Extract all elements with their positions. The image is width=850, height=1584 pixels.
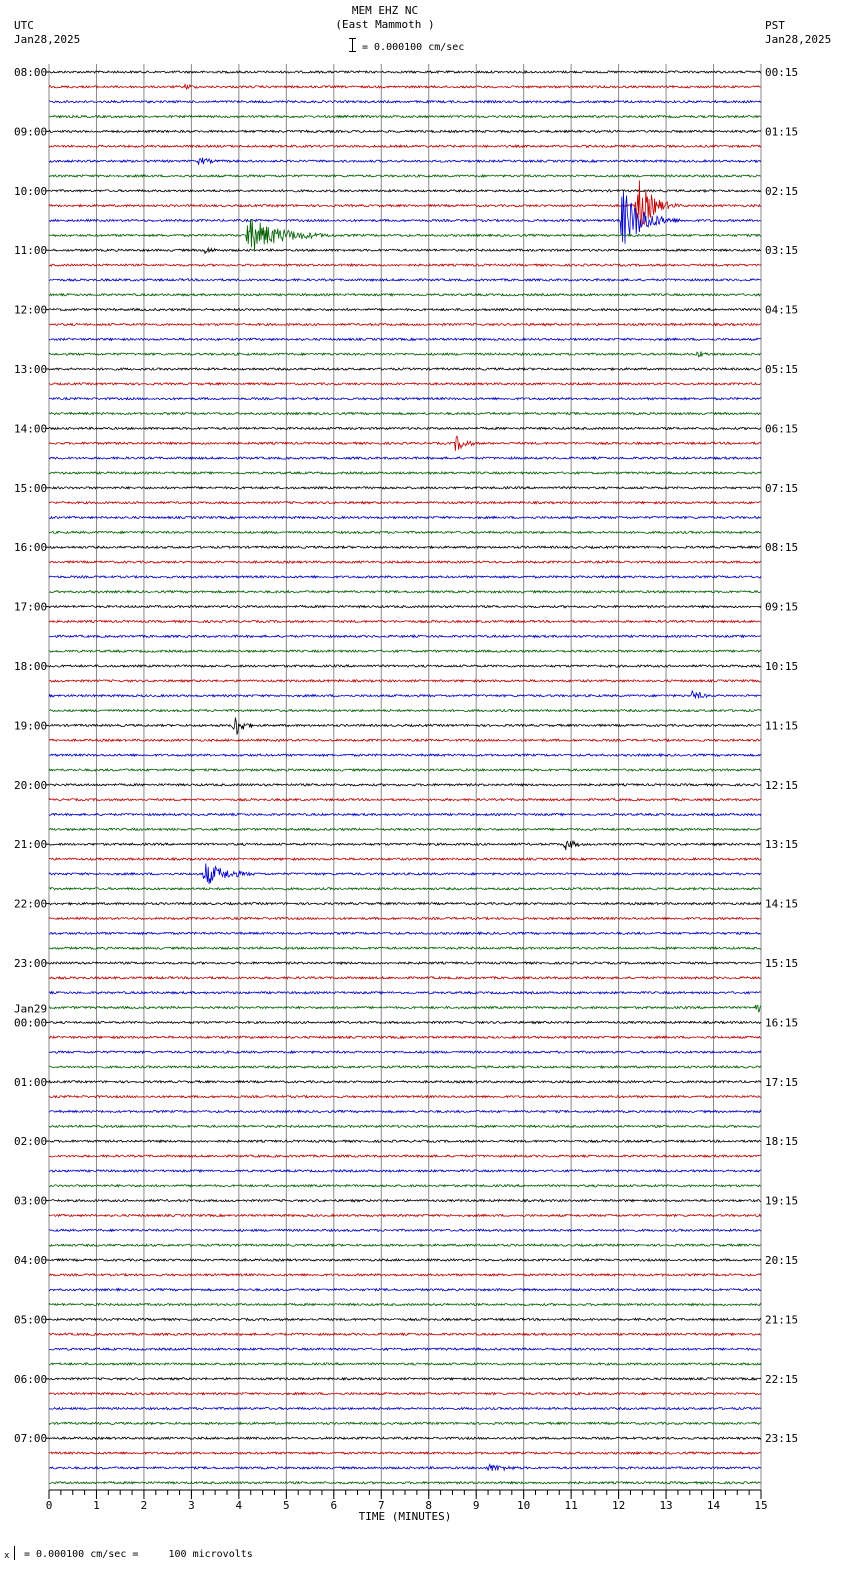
pst-hour-label: 22:15 [765, 1372, 799, 1386]
x-tick-label: 12 [611, 1499, 626, 1512]
pst-hour-label: 07:15 [765, 481, 799, 495]
utc-hour-label: 15:00 [14, 481, 48, 495]
pst-hour-label: 23:15 [765, 1432, 799, 1446]
utc-hour-label: 06:00 [14, 1372, 48, 1386]
seismic-trace-25 [49, 436, 761, 451]
pst-hour-label: 03:15 [765, 244, 799, 258]
pst-hour-label: 13:15 [765, 838, 799, 852]
seismic-trace-2 [49, 101, 761, 103]
seismic-trace-73 [49, 1155, 761, 1157]
x-axis-label: TIME (MINUTES) [358, 1510, 452, 1523]
seismic-trace-4 [49, 130, 761, 132]
x-tick-label: 0 [45, 1499, 53, 1512]
seismic-trace-52 [49, 841, 761, 850]
pst-hour-label: 05:15 [765, 363, 799, 376]
utc-hour-label: 17:00 [14, 600, 48, 614]
seismic-trace-20 [49, 368, 761, 370]
x-tick-label: 2 [140, 1499, 148, 1512]
seismic-trace-17 [49, 323, 761, 325]
seismic-trace-39 [49, 650, 761, 652]
seismic-trace-88 [49, 1378, 761, 1380]
seismic-trace-92 [49, 1437, 761, 1439]
pst-hour-label: 14:15 [765, 897, 799, 911]
seismic-trace-23 [49, 413, 761, 415]
seismic-trace-71 [49, 1125, 761, 1127]
x-tick-label: 11 [564, 1499, 578, 1512]
pst-hour-label: 20:15 [765, 1254, 799, 1267]
footer-scale-icon [14, 1546, 15, 1560]
pst-label: PST [765, 19, 785, 32]
seismic-trace-63 [49, 1005, 761, 1012]
x-tick-label: 15 [754, 1499, 768, 1512]
pst-hour-label: 11:15 [765, 719, 799, 733]
seismic-trace-77 [49, 1214, 761, 1216]
seismic-trace-85 [49, 1333, 761, 1335]
seismic-trace-30 [49, 516, 761, 518]
seismic-trace-82 [49, 1289, 761, 1291]
seismic-trace-86 [49, 1348, 761, 1350]
seismic-trace-16 [49, 309, 761, 311]
utc-hour-label: 03:00 [14, 1194, 48, 1208]
x-tick-label: 6 [330, 1499, 338, 1512]
utc-hour-label: 18:00 [14, 660, 48, 673]
utc-hour-label: 10:00 [14, 184, 48, 198]
utc-hour-label: 02:00 [14, 1135, 48, 1149]
x-tick-label: 14 [706, 1499, 721, 1512]
x-tick-label: 1 [93, 1499, 100, 1512]
pst-hour-label: 09:15 [765, 600, 799, 614]
seismic-trace-21 [49, 383, 761, 385]
seismic-trace-45 [49, 739, 761, 741]
x-tick-label: 10 [517, 1499, 531, 1512]
seismic-trace-58 [49, 932, 761, 934]
seismic-trace-32 [49, 546, 761, 548]
utc-hour-label: 19:00 [14, 719, 48, 733]
seismic-trace-90 [49, 1407, 761, 1409]
pst-hour-label: 10:15 [765, 660, 799, 673]
seismic-trace-15 [49, 294, 761, 296]
utc-hour-label: 12:00 [14, 303, 48, 317]
seismic-trace-26 [49, 457, 761, 459]
seismic-trace-74 [49, 1170, 761, 1172]
pst-hour-label: 06:15 [765, 422, 799, 436]
pst-hour-label: 21:15 [765, 1313, 799, 1327]
seismic-trace-31 [49, 531, 761, 533]
seismic-trace-55 [49, 888, 761, 890]
utc-hour-label: 16:00 [14, 541, 48, 555]
utc-hour-label: 01:00 [14, 1075, 48, 1089]
seismic-trace-44 [49, 718, 761, 735]
seismic-trace-83 [49, 1304, 761, 1306]
pst-hour-label: 18:15 [765, 1135, 799, 1149]
x-tick-label: 13 [659, 1499, 673, 1512]
pst-hour-label: 04:15 [765, 303, 799, 317]
seismic-trace-70 [49, 1110, 761, 1112]
footer-scale-text: = 0.000100 cm/sec = 100 microvolts [24, 1549, 253, 1560]
seismic-trace-69 [49, 1096, 761, 1098]
seismic-trace-37 [49, 620, 761, 622]
x-tick-label: 5 [283, 1499, 290, 1512]
utc-hour-label: 09:00 [14, 125, 48, 139]
seismic-trace-89 [49, 1393, 761, 1395]
utc-date: Jan28,2025 [14, 33, 81, 46]
seismic-trace-72 [49, 1140, 761, 1142]
utc-hour-label: 04:00 [14, 1254, 48, 1267]
utc-hour-label: 05:00 [14, 1313, 48, 1327]
utc-hour-label: 22:00 [14, 897, 48, 911]
seismic-trace-7 [49, 175, 761, 177]
seismic-trace-42 [49, 691, 761, 699]
seismic-trace-67 [49, 1066, 761, 1068]
seismic-trace-43 [49, 710, 761, 712]
seismic-trace-66 [49, 1051, 761, 1053]
seismic-trace-57 [49, 917, 761, 919]
utc-label: UTC [14, 19, 34, 32]
seismic-trace-91 [49, 1422, 761, 1424]
seismic-trace-28 [49, 487, 761, 489]
seismic-trace-62 [49, 992, 761, 994]
seismic-trace-80 [49, 1259, 761, 1261]
x-tick-label: 8 [425, 1499, 433, 1512]
seismic-trace-29 [49, 502, 761, 504]
seismic-trace-34 [49, 576, 761, 578]
footer-scale-mark: x [4, 1551, 10, 1561]
x-tick-label: 7 [377, 1499, 385, 1512]
x-tick-label: 3 [188, 1499, 195, 1512]
scale-label: = 0.000100 cm/sec [362, 42, 465, 53]
seismic-trace-5 [49, 145, 761, 147]
seismic-trace-48 [49, 784, 761, 786]
utc-hour-label: 13:00 [14, 363, 48, 376]
seismic-trace-24 [49, 427, 761, 429]
seismic-trace-36 [49, 606, 761, 608]
seismic-trace-12 [49, 248, 761, 254]
seismic-trace-76 [49, 1200, 761, 1202]
seismic-trace-3 [49, 116, 761, 118]
pst-hour-label: 00:15 [765, 66, 799, 79]
utc-hour-label: 14:00 [14, 422, 48, 436]
seismic-trace-59 [49, 947, 761, 949]
seismic-trace-79 [49, 1244, 761, 1246]
seismic-trace-19 [49, 352, 761, 357]
seismic-trace-56 [49, 903, 761, 905]
seismic-trace-84 [49, 1318, 761, 1320]
seismic-trace-81 [49, 1274, 761, 1276]
utc-hour-label: 11:00 [14, 244, 48, 258]
pst-hour-label: 19:15 [765, 1194, 799, 1208]
pst-hour-label: 02:15 [765, 184, 799, 198]
time-axis [46, 1490, 768, 1523]
seismic-trace-78 [49, 1229, 761, 1231]
seismic-trace-22 [49, 398, 761, 400]
seismic-trace-51 [49, 828, 761, 830]
seismic-trace-65 [49, 1036, 761, 1038]
seismic-trace-50 [49, 813, 761, 815]
seismic-trace-64 [49, 1021, 761, 1023]
seismic-trace-35 [49, 591, 761, 593]
seismic-trace-33 [49, 561, 761, 563]
utc-hour-label: 23:00 [14, 957, 48, 970]
seismic-trace-87 [49, 1363, 761, 1365]
seismic-trace-13 [49, 264, 761, 266]
scale-bar-cap-bottom [349, 51, 356, 52]
seismic-trace-27 [49, 472, 761, 474]
seismic-trace-0 [49, 71, 761, 73]
pst-hour-label: 12:15 [765, 778, 799, 792]
seismic-trace-68 [49, 1081, 761, 1083]
x-tick-label: 9 [472, 1499, 480, 1512]
pst-hour-label: 16:15 [765, 1016, 799, 1030]
seismic-trace-14 [49, 279, 761, 281]
scale-bar-cap-top [349, 38, 356, 39]
seismic-trace-46 [49, 754, 761, 756]
seismic-trace-95 [49, 1482, 761, 1484]
station-location: (East Mammoth ) [335, 18, 435, 31]
seismic-trace-54 [49, 864, 761, 884]
seismic-trace-1 [49, 84, 761, 89]
seismic-trace-75 [49, 1185, 761, 1187]
pst-date: Jan28,2025 [765, 33, 832, 46]
seismic-trace-18 [49, 338, 761, 340]
station-title: MEM EHZ NC [351, 4, 419, 17]
pst-hour-label: 15:15 [765, 957, 799, 970]
seismic-trace-61 [49, 977, 761, 979]
pst-hour-label: 01:15 [765, 125, 799, 139]
seismic-trace-49 [49, 799, 761, 801]
seismic-trace-60 [49, 962, 761, 964]
seismic-trace-47 [49, 769, 761, 771]
seismic-traces [49, 71, 761, 1484]
pst-hour-label: 17:15 [765, 1075, 799, 1089]
seismic-trace-94 [49, 1464, 761, 1471]
seismic-trace-93 [49, 1452, 761, 1454]
seismic-trace-6 [49, 158, 761, 165]
date-change-label: Jan29 [14, 1002, 48, 1016]
x-tick-label: 4 [235, 1499, 243, 1512]
seismic-trace-41 [49, 680, 761, 682]
seismic-trace-11 [49, 219, 761, 250]
utc-hour-label: 00:00 [14, 1016, 48, 1030]
seismic-trace-8 [49, 190, 761, 192]
seismic-trace-40 [49, 665, 761, 667]
utc-hour-label: 20:00 [14, 778, 48, 792]
utc-hour-label: 08:00 [14, 66, 48, 79]
utc-hour-label: 07:00 [14, 1432, 48, 1446]
seismic-trace-38 [49, 635, 761, 637]
pst-hour-label: 08:15 [765, 541, 799, 555]
seismic-trace-53 [49, 858, 761, 860]
scale-bar-icon [352, 38, 353, 52]
utc-hour-label: 21:00 [14, 838, 48, 852]
